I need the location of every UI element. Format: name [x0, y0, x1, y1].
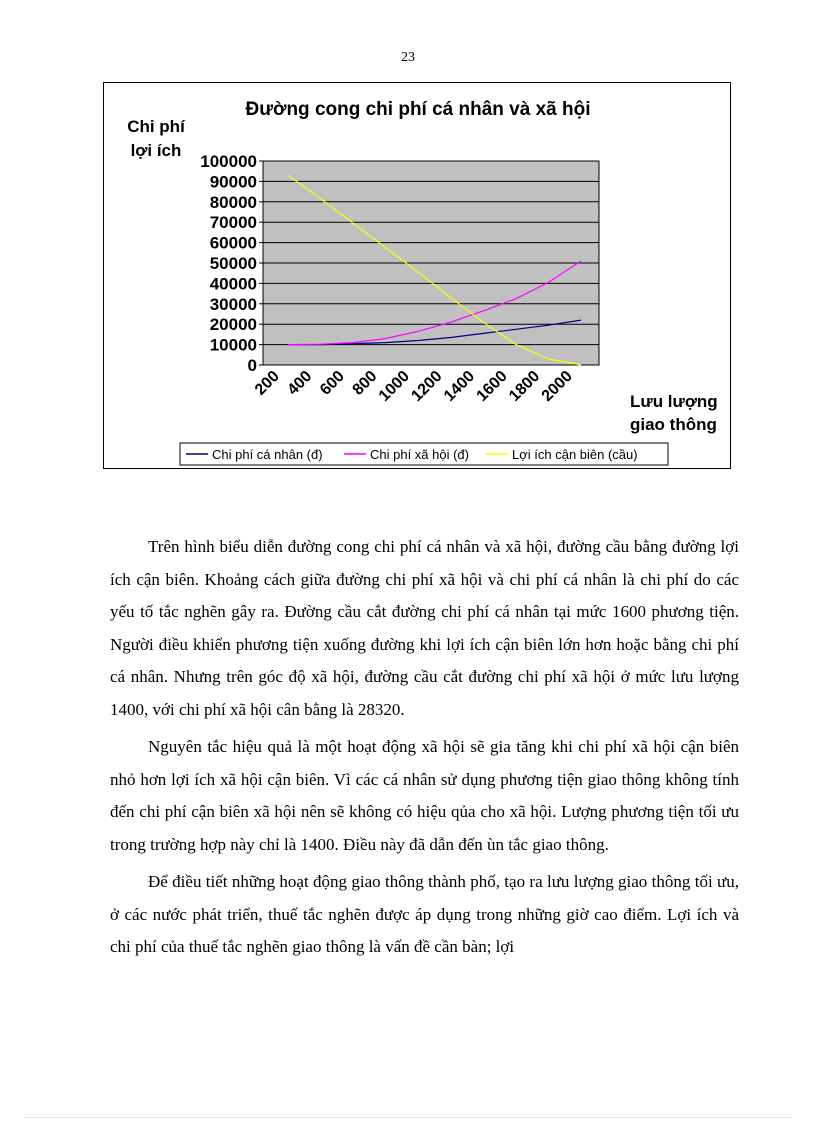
- x-axis-label: Lưu lượng: [630, 392, 718, 411]
- x-tick-label: 1000: [375, 367, 414, 405]
- page-number: 23: [401, 50, 415, 65]
- legend-label: Chi phí xã hội (đ): [370, 447, 469, 462]
- y-tick-label: 60000: [209, 233, 257, 253]
- chart-container: [103, 82, 731, 469]
- y-axis-label: Chi phí: [127, 117, 185, 136]
- y-tick-label: 50000: [209, 254, 257, 273]
- paragraph: Để điều tiết những hoạt động giao thông thành phố, tạo ra lưu lượng giao thông tối ưu, ở các nước phát triển, thuế tắc nghẽn được áp dụng trong những giờ cao điểm. Lợi ích và chi phí của thuế tắc nghẽn giao thông là vấn đề cần bàn; lợi: [110, 872, 739, 956]
- y-tick-label: 40000: [209, 274, 257, 294]
- x-axis-label: giao thông: [630, 415, 717, 434]
- line-chart: [104, 83, 732, 470]
- chart-title: Đường cong chi phí cá nhân và xã hội: [245, 99, 591, 120]
- paragraph: Nguyên tắc hiệu quả là một hoạt động xã hội sẽ gia tăng khi chi phí xã hội cận biên nhỏ hơn lợi ích xã hội cận biên. Vì các cá nhân sử dụng phương tiện giao thông không tính đến chi phí cận biên xã hội nên sẽ không có hiệu qủa cho xã hội. Lượng phương tiện tối ưu trong trường hợp này chỉ là 1400. Điều này đã dẫn đến ùn tắc giao thông.: [110, 737, 739, 854]
- y-axis-label: lợi ích: [130, 141, 182, 160]
- y-tick-label: 20000: [209, 315, 257, 335]
- y-tick-label: 90000: [209, 172, 257, 192]
- x-tick-label: 1400: [440, 367, 479, 405]
- page-bottom-rule: [25, 1117, 791, 1118]
- x-tick-label: 2000: [538, 367, 576, 405]
- x-tick-label: 1200: [408, 367, 446, 405]
- x-tick-label: 600: [317, 367, 348, 399]
- x-tick-label: 400: [284, 367, 316, 399]
- y-tick-label: 30000: [209, 294, 257, 314]
- legend-label: Lợi ích cận biên (cầu): [512, 447, 638, 462]
- x-tick-label: 200: [251, 367, 283, 399]
- y-tick-label: 0: [247, 356, 257, 375]
- y-tick-label: 10000: [209, 335, 257, 355]
- y-tick-label: 100000: [200, 152, 257, 171]
- paragraph: Trên hình biểu diễn đường cong chi phí cá nhân và xã hội, đường cầu bằng đường lợi ích cận biên. Khoảng cách giữa đường chi phí xã hội và chi phí cá nhân là chi phí do các yếu tố tắc nghẽn gây ra. Đường cầu cắt đường chi phí cá nhân tại mức 1600 phương tiện. Người điều khiển phương tiện xuống đường khi lợi ích cận biên lớn hơn hoặc bằng chi phí cá nhân. Nhưng trên góc độ xã hội, đường cầu cắt đường chi phí xã hội ở mức lưu lượng 1400, với chi phí xã hội cân bằng là 28320.: [110, 537, 739, 719]
- legend-label: Chi phí cá nhân (đ): [212, 447, 323, 462]
- body-text: [110, 531, 739, 969]
- x-tick-label: 1600: [473, 367, 511, 405]
- x-tick-label: 1800: [506, 367, 544, 405]
- x-tick-label: 800: [349, 367, 381, 399]
- y-tick-label: 80000: [209, 192, 257, 212]
- y-tick-label: 70000: [209, 213, 257, 233]
